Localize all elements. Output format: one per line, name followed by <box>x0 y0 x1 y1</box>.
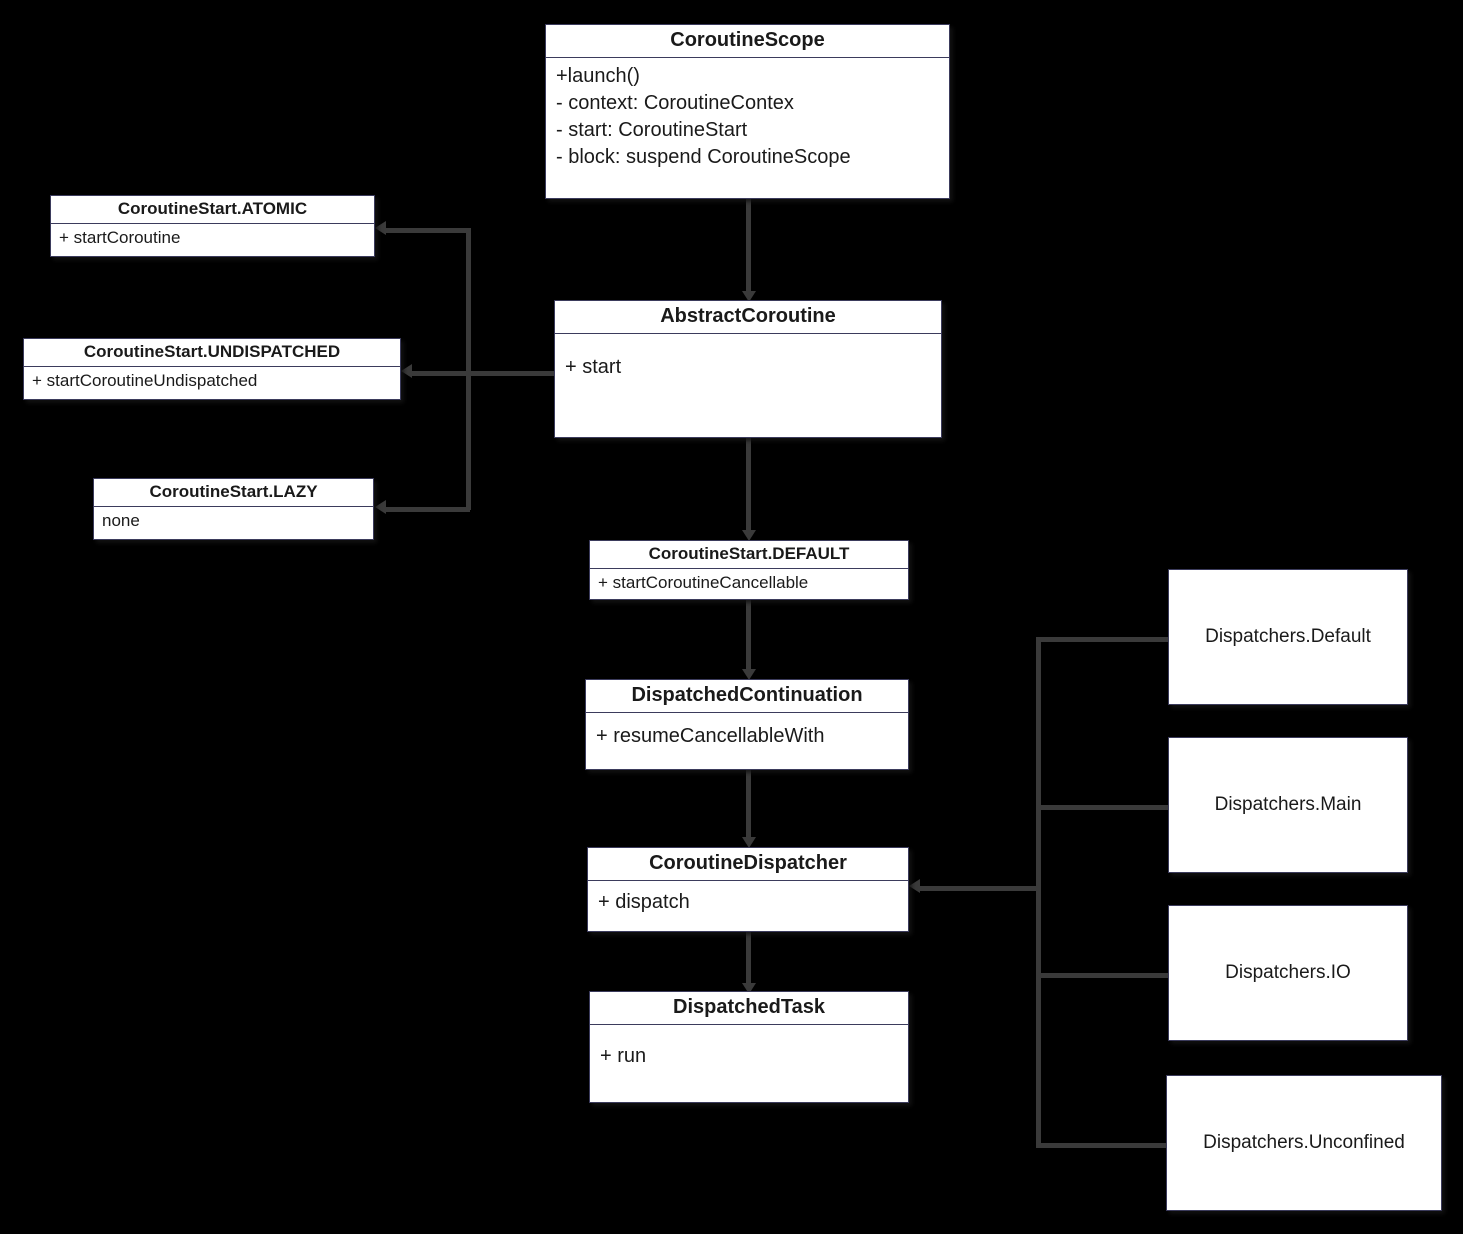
arrowhead-atomic <box>375 221 386 235</box>
node-coroutine-start-atomic-title: CoroutineStart.ATOMIC <box>51 196 374 224</box>
node-dispatched-task-title: DispatchedTask <box>590 992 908 1025</box>
node-coroutine-start-lazy-title: CoroutineStart.LAZY <box>94 479 373 507</box>
node-coroutine-scope-line-0: +launch() <box>556 65 640 87</box>
node-coroutine-start-default[interactable] <box>589 540 909 600</box>
node-coroutine-start-default-body <box>590 569 908 598</box>
node-coroutine-dispatcher-title: CoroutineDispatcher <box>588 848 908 881</box>
edge-bus-to-atomic <box>386 228 470 233</box>
edge-bus-to-lazy <box>386 507 470 512</box>
node-coroutine-start-lazy-body <box>94 507 373 536</box>
node-dispatchers-io[interactable] <box>1168 905 1408 1041</box>
edge-continuation-to-dispatcher <box>746 770 751 838</box>
node-coroutine-scope-line-1: - context: CoroutineContex <box>556 92 794 114</box>
node-coroutine-start-lazy-line-0: none <box>102 510 140 530</box>
node-abstract-coroutine-body <box>555 334 941 386</box>
arrowhead-coroutine-dispatcher-right <box>909 879 920 893</box>
node-coroutine-start-undispatched-line-0: + startCoroutineUndispatched <box>32 370 258 390</box>
edge-abstract-to-bus <box>466 371 556 376</box>
node-coroutine-dispatcher-body <box>588 881 908 921</box>
node-coroutine-scope-body <box>546 58 949 176</box>
edge-scope-to-abstract <box>746 199 751 291</box>
node-dispatched-continuation-body <box>586 713 908 755</box>
node-dispatchers-io-label: Dispatchers.IO <box>1225 962 1351 983</box>
node-coroutine-scope-line-2: - start: CoroutineStart <box>556 119 748 141</box>
node-coroutine-start-default-line-0: + startCoroutineCancellable <box>598 572 809 592</box>
edge-bus-to-undispatched <box>412 371 470 376</box>
node-dispatched-task-line-0: + run <box>600 1045 647 1067</box>
node-dispatchers-main-label: Dispatchers.Main <box>1214 794 1362 815</box>
node-abstract-coroutine-line-0: + start <box>565 356 622 378</box>
edge-bus-to-dispatchers-default <box>1036 637 1168 642</box>
edge-bus-to-dispatchers-main <box>1036 805 1168 810</box>
node-coroutine-start-undispatched[interactable] <box>23 338 401 400</box>
node-coroutine-start-atomic-body <box>51 224 374 253</box>
edge-abstract-to-default <box>746 438 751 530</box>
edge-bus-to-dispatchers-io <box>1036 973 1168 978</box>
node-coroutine-start-undispatched-title: CoroutineStart.UNDISPATCHED <box>24 339 400 367</box>
node-dispatched-task[interactable] <box>589 991 909 1103</box>
node-dispatched-continuation-title: DispatchedContinuation <box>586 680 908 713</box>
edge-dispatcher-to-dispatchers-bus <box>920 886 1038 891</box>
node-dispatchers-default-label: Dispatchers.Default <box>1205 626 1371 647</box>
edge-bus-vertical <box>466 228 471 510</box>
node-coroutine-scope[interactable] <box>545 24 950 199</box>
node-abstract-coroutine-title: AbstractCoroutine <box>555 301 941 334</box>
node-dispatchers-default[interactable] <box>1168 569 1408 705</box>
edge-default-to-continuation <box>746 600 751 670</box>
edge-dispatchers-bus-vertical <box>1036 637 1041 1148</box>
node-dispatchers-unconfined[interactable] <box>1166 1075 1442 1211</box>
node-coroutine-start-undispatched-body <box>24 367 400 396</box>
node-coroutine-scope-title: CoroutineScope <box>546 25 949 58</box>
node-dispatched-continuation[interactable] <box>585 679 909 770</box>
node-coroutine-start-lazy[interactable] <box>93 478 374 540</box>
node-coroutine-start-atomic-line-0: + startCoroutine <box>59 227 181 247</box>
arrowhead-undispatched <box>401 364 412 378</box>
node-dispatched-continuation-line-0: + resumeCancellableWith <box>596 725 825 747</box>
edge-bus-to-dispatchers-unconfined <box>1036 1143 1168 1148</box>
node-coroutine-dispatcher-line-0: + dispatch <box>598 891 690 913</box>
node-coroutine-scope-line-3: - block: suspend CoroutineScope <box>556 146 851 168</box>
node-coroutine-start-default-title: CoroutineStart.DEFAULT <box>590 541 908 569</box>
edge-dispatcher-to-task <box>746 932 751 984</box>
node-abstract-coroutine[interactable] <box>554 300 942 438</box>
node-coroutine-start-atomic[interactable] <box>50 195 375 257</box>
node-dispatchers-main[interactable] <box>1168 737 1408 873</box>
node-coroutine-dispatcher[interactable] <box>587 847 909 932</box>
arrowhead-lazy <box>375 500 386 514</box>
node-dispatched-task-body <box>590 1025 908 1075</box>
node-dispatchers-unconfined-label: Dispatchers.Unconfined <box>1203 1132 1405 1153</box>
